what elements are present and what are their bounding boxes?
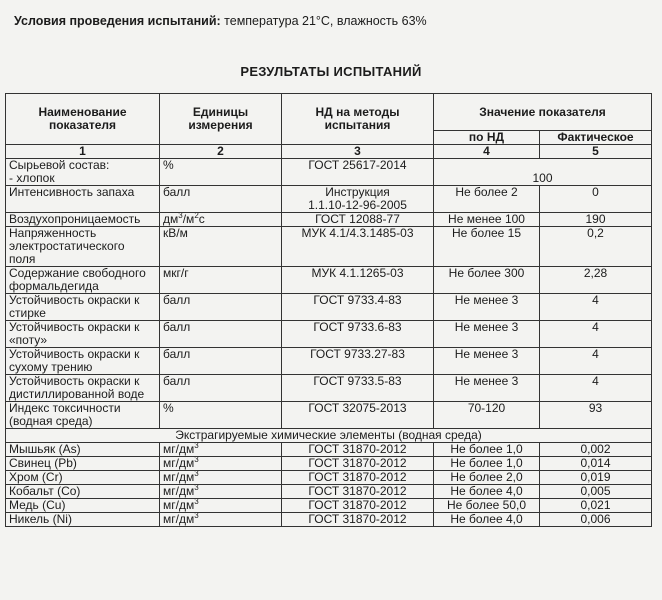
- element-name: Кобальт (Co): [6, 485, 160, 499]
- actual-value-cell: 4: [540, 321, 652, 348]
- method-cell: ГОСТ 31870-2012: [282, 513, 434, 527]
- nd-value-cell: Не менее 3: [434, 348, 540, 375]
- table-row: [6, 499, 652, 513]
- actual-value-cell: 4: [540, 348, 652, 375]
- unit-cell: $мг/дм^3$: [160, 485, 282, 499]
- unit-cell: $дм^3/м^2c$: [160, 213, 282, 227]
- method-cell: МУК 4.1.1265-03: [282, 267, 434, 294]
- unit-cell: $мг/дм^3$: [160, 457, 282, 471]
- element-name: Свинец (Pb): [6, 457, 160, 471]
- table-row: [6, 294, 652, 321]
- method-cell: ГОСТ 25617-2014: [282, 159, 434, 186]
- header-units: Единицы измерения: [160, 94, 282, 145]
- nd-value-cell: Не более 300: [434, 267, 540, 294]
- nd-value-cell: Не более 4,0: [434, 485, 540, 499]
- indicator-name: Устойчивость окраски к «поту»: [6, 321, 160, 348]
- table-row: [6, 402, 652, 429]
- nd-value-cell: Не более 2,0: [434, 471, 540, 485]
- method-cell: ГОСТ 12088-77: [282, 213, 434, 227]
- actual-value-cell: 0,019: [540, 471, 652, 485]
- element-name: Никель (Ni): [6, 513, 160, 527]
- method-cell: ГОСТ 9733.4-83: [282, 294, 434, 321]
- method-cell: ГОСТ 31870-2012: [282, 443, 434, 457]
- table-row: [6, 159, 652, 186]
- actual-value-cell: 0,014: [540, 457, 652, 471]
- header-actual: Фактическое: [540, 131, 652, 145]
- unit-cell: %: [160, 159, 282, 186]
- header-value: Значение показателя: [434, 94, 652, 131]
- nd-value-cell: Не более 1,0: [434, 443, 540, 457]
- element-name: Медь (Cu): [6, 499, 160, 513]
- nd-value-cell: Не более 50,0: [434, 499, 540, 513]
- table-row: [6, 485, 652, 499]
- table-row: [6, 457, 652, 471]
- indicator-name: Устойчивость окраски к сухому трению: [6, 348, 160, 375]
- nd-value-cell: Не менее 3: [434, 375, 540, 402]
- actual-value-cell: 4: [540, 294, 652, 321]
- actual-value-cell: 0,006: [540, 513, 652, 527]
- test-conditions: [14, 14, 427, 28]
- indicator-name: Устойчивость окраски к стирке: [6, 294, 160, 321]
- nd-value-cell: Не более 15: [434, 227, 540, 267]
- section-title: Экстрагируемые химические элементы (водная среда): [6, 429, 652, 443]
- merged-value-cell: 100: [434, 159, 652, 186]
- unit-cell: балл: [160, 375, 282, 402]
- nd-value-cell: Не менее 3: [434, 294, 540, 321]
- indicator-name: Интенсивность запаха: [6, 186, 160, 213]
- unit-cell: балл: [160, 294, 282, 321]
- table-row: [6, 471, 652, 485]
- unit-cell: $мг/дм^3$: [160, 443, 282, 457]
- indicator-name: Индекс токсичности (водная среда): [6, 402, 160, 429]
- column-number: 4: [434, 145, 540, 159]
- table-row: [6, 227, 652, 267]
- test-conditions-label: Условия проведения испытаний:: [14, 14, 221, 28]
- actual-value-cell: 0: [540, 186, 652, 213]
- unit-cell: мкг/г: [160, 267, 282, 294]
- method-cell: ГОСТ 31870-2012: [282, 471, 434, 485]
- nd-value-cell: Не менее 100: [434, 213, 540, 227]
- unit-cell: балл: [160, 348, 282, 375]
- header-by-nd: по НД: [434, 131, 540, 145]
- page-title: РЕЗУЛЬТАТЫ ИСПЫТАНИЙ: [240, 64, 422, 79]
- table-row: [6, 321, 652, 348]
- table-row: [6, 375, 652, 402]
- table-row: [6, 213, 652, 227]
- actual-value-cell: 190: [540, 213, 652, 227]
- method-cell: ГОСТ 32075-2013: [282, 402, 434, 429]
- actual-value-cell: 0,2: [540, 227, 652, 267]
- indicator-name: Устойчивость окраски к дистиллированной воде: [6, 375, 160, 402]
- column-number: 1: [6, 145, 160, 159]
- actual-value-cell: 93: [540, 402, 652, 429]
- unit-cell: кВ/м: [160, 227, 282, 267]
- column-number: 5: [540, 145, 652, 159]
- unit-cell: $мг/дм^3$: [160, 513, 282, 527]
- method-cell: ГОСТ 9733.5-83: [282, 375, 434, 402]
- table-row: [6, 513, 652, 527]
- unit-cell: балл: [160, 186, 282, 213]
- nd-value-cell: Не более 2: [434, 186, 540, 213]
- results-table: [5, 93, 652, 527]
- actual-value-cell: 2,28: [540, 267, 652, 294]
- nd-value-cell: Не более 1,0: [434, 457, 540, 471]
- column-number: 3: [282, 145, 434, 159]
- section-row: [6, 429, 652, 443]
- table-row: [6, 267, 652, 294]
- indicator-name: Содержание свободного формальдегида: [6, 267, 160, 294]
- method-cell: ГОСТ 31870-2012: [282, 457, 434, 471]
- actual-value-cell: 0,005: [540, 485, 652, 499]
- unit-cell: $мг/дм^3$: [160, 471, 282, 485]
- table-row: [6, 443, 652, 457]
- method-cell: ГОСТ 31870-2012: [282, 499, 434, 513]
- actual-value-cell: 4: [540, 375, 652, 402]
- method-cell: ГОСТ 9733.27-83: [282, 348, 434, 375]
- element-name: Хром (Cr): [6, 471, 160, 485]
- actual-value-cell: 0,021: [540, 499, 652, 513]
- method-cell: ГОСТ 9733.6-83: [282, 321, 434, 348]
- actual-value-cell: 0,002: [540, 443, 652, 457]
- unit-cell: $мг/дм^3$: [160, 499, 282, 513]
- indicator-name: Сырьевой состав: - хлопок: [6, 159, 160, 186]
- unit-cell: %: [160, 402, 282, 429]
- element-name: Мышьяк (As): [6, 443, 160, 457]
- header-name: Наименование показателя: [6, 94, 160, 145]
- indicator-name: Напряженность электростатического поля: [6, 227, 160, 267]
- table-row: [6, 348, 652, 375]
- nd-value-cell: 70-120: [434, 402, 540, 429]
- nd-value-cell: Не более 4,0: [434, 513, 540, 527]
- table-row: [6, 186, 652, 213]
- indicator-name: Воздухопроницаемость: [6, 213, 160, 227]
- header-method: НД на методы испытания: [282, 94, 434, 145]
- unit-cell: балл: [160, 321, 282, 348]
- column-number: 2: [160, 145, 282, 159]
- method-cell: МУК 4.1/4.3.1485-03: [282, 227, 434, 267]
- method-cell: Инструкция 1.1.10-12-96-2005: [282, 186, 434, 213]
- nd-value-cell: Не менее 3: [434, 321, 540, 348]
- method-cell: ГОСТ 31870-2012: [282, 485, 434, 499]
- test-conditions-value: температура 21°С, влажность 63%: [220, 14, 427, 28]
